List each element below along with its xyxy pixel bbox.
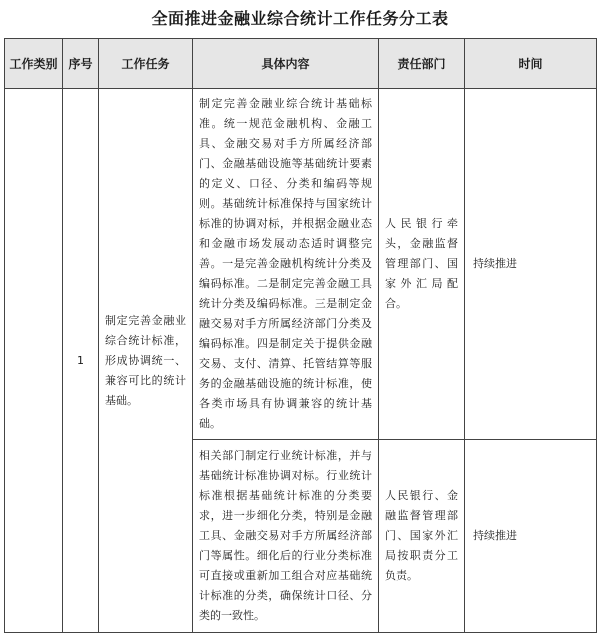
header-department: 责任部门 <box>379 39 465 89</box>
content-cell: 相关部门制定行业统计标准，并与基础统计标准协调对标。行业统计标准根据基础统计标准的分类要求，进一步细化分类，特别是金融工具、金融交易对手方所属经济部门等属性。细化后的行业分类标准可直接或重新加工组合对应基础统计标准的分类，确保统计口径、分类的一致性。 <box>193 440 379 633</box>
header-time: 时间 <box>465 39 597 89</box>
number-cell: 1 <box>63 89 99 633</box>
task-cell: 制定完善金融业综合统计标准，形成协调统一、兼容可比的统计基础。 <box>99 89 193 633</box>
table-header-row <box>5 39 597 89</box>
time-cell: 持续推进 <box>465 440 597 633</box>
time-cell: 持续推进 <box>465 89 597 440</box>
header-task: 工作任务 <box>99 39 193 89</box>
header-content: 具体内容 <box>193 39 379 89</box>
department-cell: 人民银行、金融监督管理部门、国家外汇局按职责分工负责。 <box>379 440 465 633</box>
category-cell <box>5 89 63 633</box>
header-number: 序号 <box>63 39 99 89</box>
table-row <box>5 89 597 440</box>
content-cell: 制定完善金融业综合统计基础标准。统一规范金融机构、金融工具、金融交易对手方所属经济部门、金融基础设施等基础统计要素的定义、口径、分类和编码等规则。基础统计标准保持与国家统计标准的协调对标，并根据金融业态和金融市场发展动态适时调整完善。一是完善金融机构统计分类及编码标准。二是制定完善金融工具统计分类及编码标准。三是制定金融交易对手方所属经济部门分类及编码标准。四是制定关于提供金融交易、支付、清算、托管结算等服务的金融基础设施的统计标准，使各类市场具有协调兼容的统计基础。 <box>193 89 379 440</box>
page-title: 全面推进金融业综合统计工作任务分工表 <box>151 9 449 28</box>
header-category: 工作类别 <box>5 39 63 89</box>
department-cell: 人民银行牵头，金融监督管理部门、国家外汇局配合。 <box>379 89 465 440</box>
task-table <box>4 38 597 633</box>
